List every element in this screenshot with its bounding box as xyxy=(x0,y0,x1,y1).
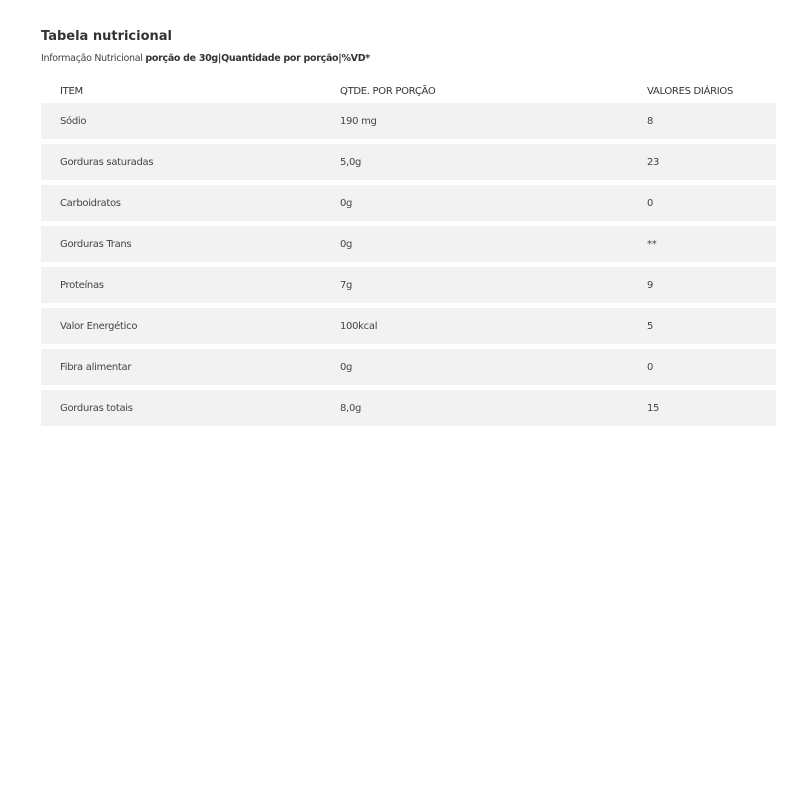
cell-item: Fibra alimentar xyxy=(60,361,132,373)
cell-quantity: 0g xyxy=(340,361,353,373)
table-row xyxy=(41,185,776,221)
table-row xyxy=(41,390,776,426)
section-title: Tabela nutricional xyxy=(41,29,173,44)
cell-quantity: 8,0g xyxy=(340,402,362,414)
cell-daily-value: 15 xyxy=(647,402,660,414)
cell-item: Gorduras saturadas xyxy=(60,156,154,168)
table-row xyxy=(41,103,776,139)
nutrition-table xyxy=(41,77,776,426)
cell-item: Carboidratos xyxy=(60,197,121,209)
cell-quantity: 190 mg xyxy=(340,115,377,127)
cell-daily-value: 5 xyxy=(647,320,654,332)
table-header xyxy=(41,77,776,103)
caption-details: porção de 30g|Quantidade por porção|%VD* xyxy=(145,53,370,64)
table-row xyxy=(41,144,776,180)
cell-quantity: 7g xyxy=(340,279,353,291)
table-caption xyxy=(41,52,776,66)
cell-quantity: 0g xyxy=(340,197,353,209)
table-row xyxy=(41,267,776,303)
cell-daily-value: 8 xyxy=(647,115,654,127)
header-quantity: QTDE. POR PORÇÃO xyxy=(340,85,436,97)
table-row xyxy=(41,349,776,385)
table-row xyxy=(41,308,776,344)
caption-lead: Informação Nutricional xyxy=(41,53,143,64)
nutrition-section xyxy=(41,28,776,431)
cell-daily-value: 9 xyxy=(647,279,654,291)
cell-daily-value: 0 xyxy=(647,197,654,209)
cell-quantity: 5,0g xyxy=(340,156,362,168)
cell-daily-value: 23 xyxy=(647,156,660,168)
table-row xyxy=(41,226,776,262)
cell-item: Proteínas xyxy=(60,279,104,291)
header-item: ITEM xyxy=(60,85,83,97)
cell-quantity: 0g xyxy=(340,238,353,250)
header-daily-values: VALORES DIÁRIOS xyxy=(647,85,734,97)
cell-quantity: 100kcal xyxy=(340,320,378,332)
cell-item: Sódio xyxy=(60,115,87,127)
cell-item: Valor Energético xyxy=(60,320,138,332)
cell-item: Gorduras totais xyxy=(60,402,133,414)
cell-daily-value: 0 xyxy=(647,361,654,373)
cell-item: Gorduras Trans xyxy=(60,238,132,250)
cell-daily-value: ** xyxy=(647,238,657,250)
